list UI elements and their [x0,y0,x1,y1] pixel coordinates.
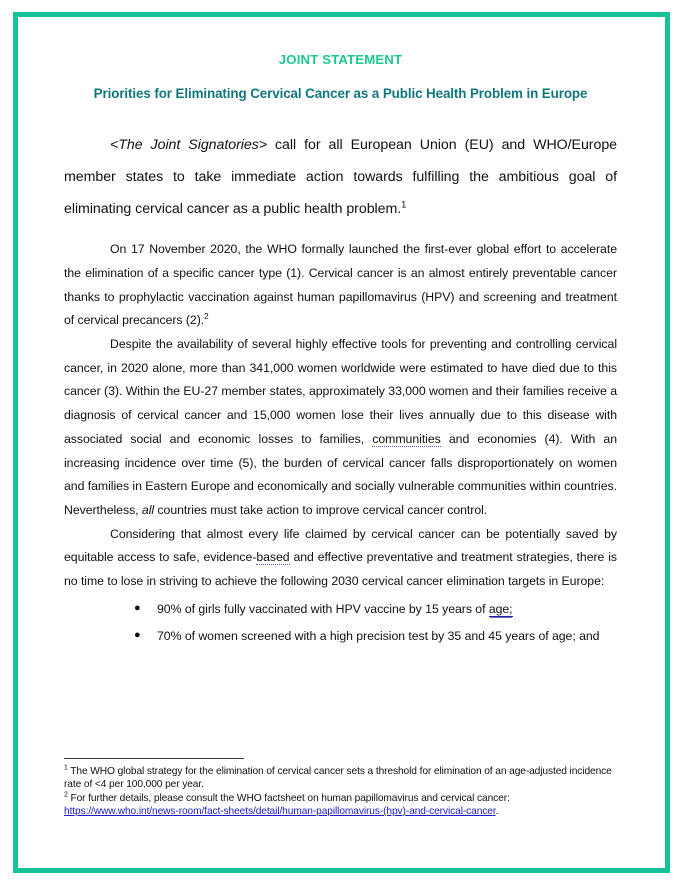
paragraph-burden-seg1: Despite the availability of several highly effective tools for preventing and controlling cervical cancer, in 2020 alone, more than 341,000 women worldwide were estimated to have died due to this cancer (3). Within the EU-27 member states, approximately 33,000 women and their families receive a diagnosis of cervical cancer and 15,000 women lose their lives annually due to this disease with associated social and economic losses to families, [64,337,617,446]
lead-text: call for all European Union (EU) and WHO/Europe member states to take immediate action towards fulfilling the ambitious goal of eliminating cervical cancer as a public health problem. [64,137,617,218]
grammar-flagged-communities[interactable]: communities [372,431,441,446]
footnote-1-marker: 1 [64,764,68,772]
bullet-icon: ● [134,628,141,641]
target-text-1: 90% of girls fully vaccinated with HPV vaccine by 15 years of [157,601,489,616]
target-text-2: 70% of women screened with a high precision test by 35 and 45 years of age; and [157,628,600,643]
paragraph-burden-seg3: countries must take action to improve cervical cancer control. [154,503,488,518]
footnote-2-marker: 2 [64,791,68,799]
footnote-1 [64,765,620,792]
paragraph-who-launch-text: On 17 November 2020, the WHO formally launched the first-ever global effort to accelerate the elimination of a specific cancer type (1). Cervical cancer is an almost entirely preventable cancer thanks to prophylactic vaccination against human papillomavirus (HPV) and screening and treatment of cervical precancers (2). [64,242,617,328]
footnote-2 [64,792,620,819]
document-kicker: JOINT STATEMENT [278,52,403,67]
joint-signatories-placeholder: <The Joint Signatories> [110,137,267,154]
footnote-separator-rule [64,758,244,759]
footnote-2-trailing: . [495,805,499,817]
footnote-2-text: For further details, please consult the WHO factsheet on human papillomavirus and cervical cancer: [67,792,510,804]
document-content [64,52,617,852]
paragraph-targets-intro-seg2: and effective preventative and treatment strategies, there is no time to lose in striving to achieve the following 2030 cervical cancer elimination targets in Europe: [64,550,617,589]
bullet-icon: ● [134,601,141,614]
who-factsheet-link[interactable]: https://www.who.int/news-room/fact-sheets/detail/human-papillomavirus-(hpv)-and-cervical-cancer [64,805,496,817]
footnote-1-text: The WHO global strategy for the elimination of cervical cancer sets a threshold for elimination of an age-adjusted incidence rate of <4 per 100,000 per year. [64,766,612,791]
paragraph-burden-seg2: and economies (4). With an increasing incidence over time (5), the burden of cervical cancer falls disproportionately on women and families in Eastern Europe and economically and socially vulnerable communities within countries. Nevertheless, [64,431,618,518]
footnote-ref-2[interactable]: 2 [204,312,209,322]
elimination-targets-list [64,598,617,648]
grammar-flagged-based[interactable]: based [256,550,290,565]
paragraph-burden [64,333,617,523]
list-item [64,598,617,622]
footnotes-section [64,758,620,818]
paragraph-targets-intro [64,523,617,594]
footnote-ref-1[interactable]: 1 [401,199,407,210]
list-item [64,625,617,649]
paragraph-who-launch [64,238,617,333]
lead-paragraph [64,130,617,226]
grammar-flagged-age[interactable]: age; [488,601,513,616]
page-title: Priorities for Eliminating Cervical Cancer as a Public Health Problem in Europe [93,85,588,101]
emphasis-all: all [141,503,155,518]
paragraph-targets-intro-seg1: Considering that almost every life claimed by cervical cancer can be potentially saved by equitable access to safe, evidence- [64,526,617,565]
